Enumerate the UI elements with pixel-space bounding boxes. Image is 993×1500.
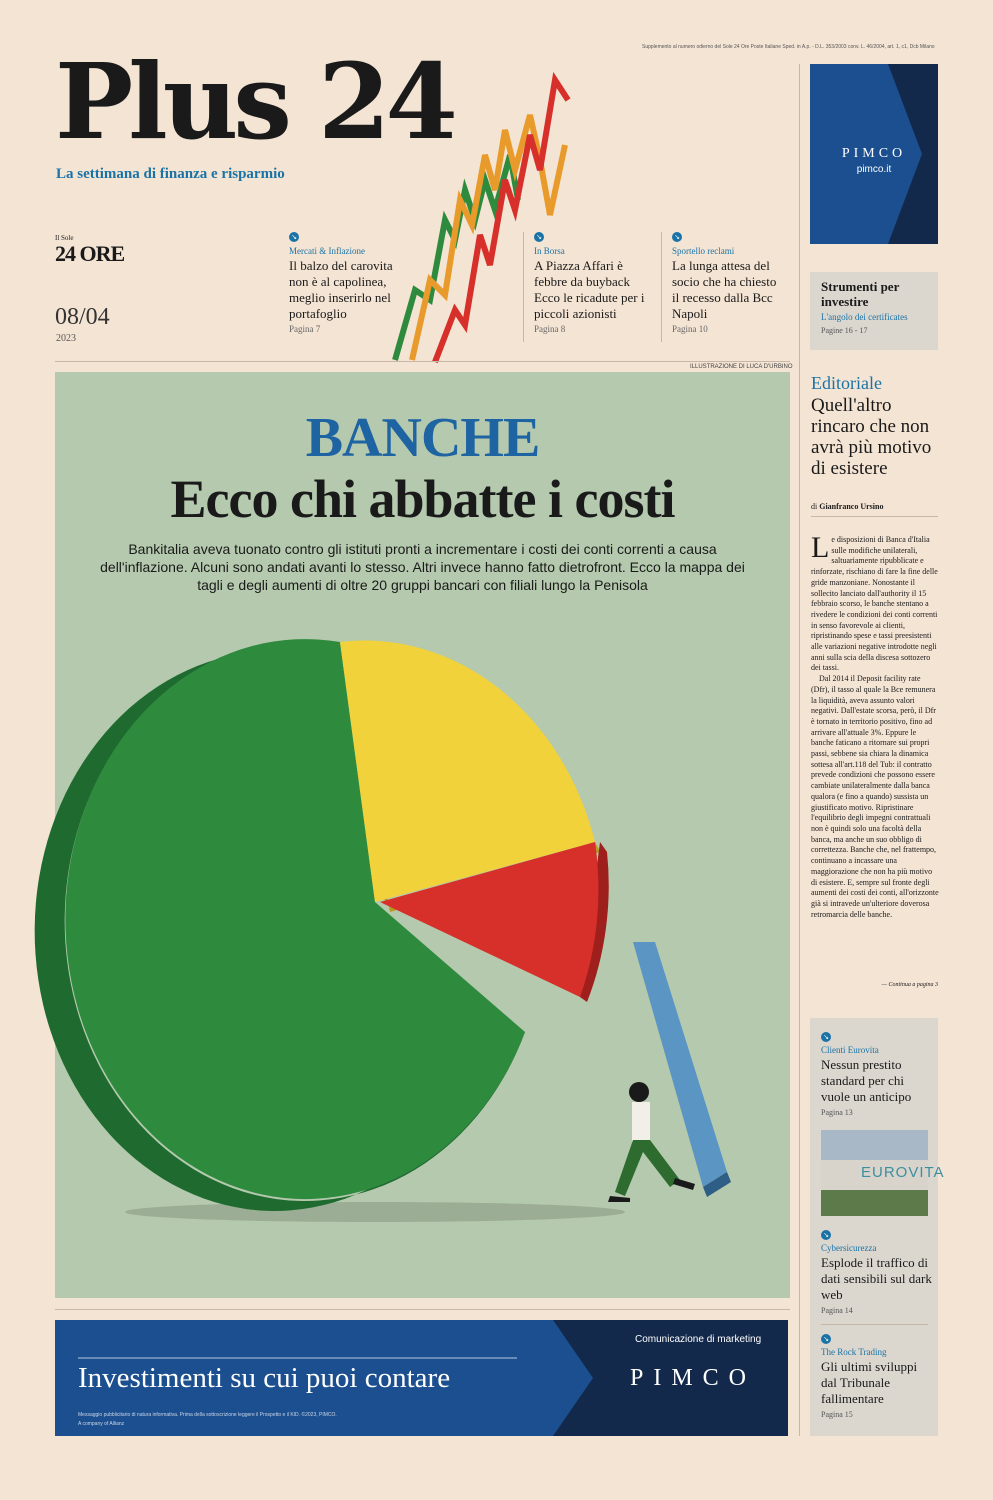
ground-shadow bbox=[125, 1202, 625, 1222]
sidebar-title: Gli ultimi sviluppi dal Tribunale fallimentare bbox=[821, 1359, 918, 1406]
arrow-icon: ↘ bbox=[821, 1032, 831, 1042]
teaser-section: Sportello reclami bbox=[672, 246, 735, 256]
pimco-logo: PIMCO bbox=[841, 146, 907, 161]
issue-date: 08/04 bbox=[55, 304, 110, 330]
column-divider bbox=[799, 64, 800, 1436]
cover-subhead: Bankitalia aveva tuonato contro gli istituti pronti a incrementare i costi dei conti correnti a causa dell'inflazione. Alcuni sono andati avanti lo stesso. Altri invece hanno fatto dietrofront. Ecco la mappa dei tagli e degli aumenti di oltre 20 gruppi bancari con filiali lungo la Penisola bbox=[100, 541, 745, 593]
eurovita-sign: EUROVITA bbox=[861, 1164, 945, 1181]
ad-label: Comunicazione di marketing bbox=[635, 1334, 762, 1345]
editorial-label: Editoriale bbox=[811, 373, 882, 393]
sidebar-item-rocktrading[interactable] bbox=[821, 1334, 933, 1419]
pimco-side-ad[interactable] bbox=[810, 64, 938, 244]
teaser-title: La lunga attesa del socio che ha chiesto il recesso dalla Bcc Napoli bbox=[672, 258, 777, 321]
sidebar-page: Pagina 14 bbox=[821, 1306, 853, 1315]
masthead-divider bbox=[55, 361, 790, 362]
brand-24ore[interactable]: 24 ORE bbox=[55, 241, 125, 266]
brand-small: Il Sole bbox=[55, 234, 74, 242]
arrow-icon: ↘ bbox=[672, 232, 682, 242]
sidebar-section: The Rock Trading bbox=[821, 1347, 887, 1357]
teaser-page: Pagina 8 bbox=[534, 324, 566, 334]
teaser-section: In Borsa bbox=[534, 246, 565, 256]
strumenti-title: Strumenti per investire bbox=[821, 279, 900, 309]
issue-year: 2023 bbox=[56, 333, 76, 344]
teaser-title: A Piazza Affari è febbre da buyback Ecco le ricadute per i piccoli azionisti bbox=[534, 258, 645, 321]
bottom-divider bbox=[55, 1309, 790, 1310]
cover-story[interactable] bbox=[55, 372, 790, 1298]
editorial-author bbox=[811, 502, 883, 511]
editorial-paragraph-1: e disposizioni di Banca d'Italia sulle modifiche unilaterali, saltuariamente ripubblicate e rinforzate, rischiano di fare la fine delle gride manzoniane. Nonostante il sollecito lanciato dall'authority il 15 febbraio scorso, le banche stentano a rivedere le condizioni dei conti correnti in senso favorevole ai clienti, ripristinando spese e tassi preesistenti alle variazioni negative introdotte negli anni sulla scia della discesa sottozero dei tassi. bbox=[811, 535, 938, 673]
arrow-icon: ↘ bbox=[289, 232, 299, 242]
teaser-page: Pagina 7 bbox=[289, 324, 321, 334]
cover-kicker: BANCHE bbox=[305, 407, 540, 469]
sidebar-item-eurovita[interactable] bbox=[821, 1032, 933, 1117]
sidebar-section: Clienti Eurovita bbox=[821, 1045, 879, 1055]
editorial-body bbox=[811, 531, 939, 920]
teaser-inflazione[interactable] bbox=[289, 232, 414, 334]
sidebar-box bbox=[810, 1018, 945, 1436]
sidebar-title: Nessun prestito standard per chi vuole un anticipo bbox=[821, 1057, 912, 1104]
ad-disclaimer: Messaggio pubblicitario di natura informativa. Prima della sottoscrizione leggere il Prospetto e il KID. ©2023, PIMCO. bbox=[78, 1412, 337, 1418]
publication-logo[interactable]: Plus 24 bbox=[55, 40, 453, 163]
strumenti-box[interactable] bbox=[810, 272, 938, 350]
arrow-icon: ↘ bbox=[821, 1334, 831, 1344]
arrow-icon: ↘ bbox=[821, 1230, 831, 1240]
pimco-url[interactable]: pimco.it bbox=[856, 164, 892, 175]
editorial-divider bbox=[811, 516, 938, 517]
pimco-logo: PIMCO bbox=[629, 1365, 757, 1391]
author-name: Gianfranco Ursino bbox=[819, 502, 884, 511]
arrow-icon: ↘ bbox=[534, 232, 544, 242]
teaser-borsa[interactable] bbox=[534, 232, 659, 334]
editorial-dropcap: L bbox=[811, 531, 830, 564]
pimco-bottom-ad[interactable] bbox=[55, 1320, 788, 1436]
teaser-divider bbox=[661, 232, 662, 342]
teaser-title: Il balzo del carovita non è al capolinea, meglio inserirlo nel portafoglio bbox=[289, 258, 393, 321]
ad-slogan: Investimenti su cui puoi contare bbox=[78, 1362, 451, 1394]
sidebar-title: Esplode il traffico di dati sensibili sul dark web bbox=[821, 1255, 932, 1302]
teaser-reclami[interactable] bbox=[672, 232, 784, 334]
editorial-paragraph-2: Dal 2014 il Deposit facility rate (Dfr), il tasso al quale la Bce remunera la liquidità, aveva assunto valori negativi. Dall'estate scorsa, però, il Dfr è tornato in territorio positivo, fino ad arrivare all'attuale 3%. Eppure le banche faticano a ritornare sui propri passi, sebbene sia chiara la dinamica sottesa all'art.118 del Tub: il contratto prevede condizioni che possono essere cambiate unilateralmente dalla banca qualora (e fino a quando) sussista un giustificato motivo. Ripristinare l'equilibrio degli impegni contrattuali non è quindi solo una facoltà della banca, ma anche un suo obbligo di correttezza. Banche che, nel frattempo, continuano a incassare una maggiorazione che non ha più motivo di esistere. E, sempre sul fronte degli aumenti dei costi dei conti, all'orizzonte già si intravede un'ulteriore doverosa retromarcia delle banche. bbox=[811, 674, 939, 919]
teaser-page: Pagina 10 bbox=[672, 324, 708, 334]
editorial-title[interactable]: Quell'altro rincaro che non avrà più motivo di esistere bbox=[811, 395, 932, 479]
strumenti-subtitle: L'angolo dei certificates bbox=[821, 312, 908, 322]
author-prefix: di bbox=[811, 502, 818, 511]
hedge bbox=[821, 1190, 928, 1216]
legal-notice: Supplemento al numero odierno del Sole 24 Ore Poste Italiane Sped. in A.p. - D.L. 353/2003 conv. L. 46/2004, art. 1, c1, Dcb Milano bbox=[642, 44, 935, 50]
cover-headline: Ecco chi abbatte i costi bbox=[170, 469, 675, 529]
illustration-credit: ILLUSTRAZIONE DI LUCA D'URBINO bbox=[690, 364, 793, 370]
tagline: La settimana di finanza e risparmio bbox=[56, 166, 285, 182]
sidebar-page: Pagina 15 bbox=[821, 1410, 853, 1419]
sidebar-item-cyber[interactable] bbox=[821, 1230, 933, 1315]
teaser-section: Mercati & Inflazione bbox=[289, 246, 365, 256]
sidebar-section: Cybersicurezza bbox=[821, 1243, 877, 1253]
pie-illustration bbox=[55, 612, 790, 1298]
teaser-divider bbox=[523, 232, 524, 342]
eurovita-photo bbox=[821, 1130, 945, 1216]
strumenti-pages: Pagine 16 - 17 bbox=[821, 326, 868, 335]
sidebar-divider bbox=[821, 1324, 928, 1325]
sidebar-page: Pagina 13 bbox=[821, 1108, 853, 1117]
continues-link[interactable]: — Continua a pagina 3 bbox=[881, 982, 938, 988]
ad-company: A company of Allianz bbox=[78, 1421, 125, 1427]
